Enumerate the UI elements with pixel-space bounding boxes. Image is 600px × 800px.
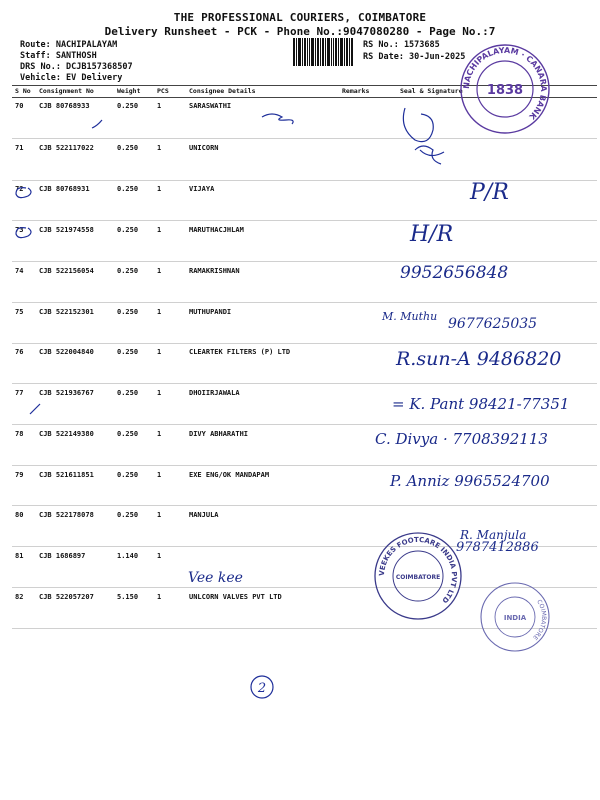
- cell-sno: 79: [15, 471, 24, 479]
- tick-mark: [92, 120, 102, 128]
- phone-r81: 9787412886: [456, 540, 539, 555]
- cell-consignment: CJB 521611851: [39, 471, 94, 479]
- cell-sno: 70: [15, 102, 24, 110]
- cell-weight: 0.250: [117, 185, 139, 193]
- col-remarks: Remarks: [342, 87, 370, 95]
- cell-pcs: 1: [157, 308, 162, 316]
- scribble-signature: [403, 108, 444, 156]
- svg-text:INDIA: INDIA: [503, 614, 527, 622]
- signature-r76: R.sun-A 9486820: [396, 348, 562, 370]
- cell-weight: 0.250: [117, 511, 139, 519]
- cell-sno: 80: [15, 511, 24, 519]
- signature-r72: P/R: [470, 180, 509, 205]
- cell-consignee: DHOIIRJAWALA: [189, 389, 240, 397]
- cell-weight: 0.250: [117, 471, 139, 479]
- cell-consignee: VIJAYA: [189, 185, 215, 193]
- drs-label: DRS No.: DCJB157368507: [20, 62, 133, 72]
- cell-weight: 0.250: [117, 430, 139, 438]
- cell-consignee: MANJULA: [189, 511, 219, 519]
- cell-consignee: DIVY ABHARATHI: [189, 430, 249, 438]
- cell-pcs: 1: [157, 348, 162, 356]
- cell-pcs: 1: [157, 226, 162, 234]
- cell-consignee: SARASWATHI: [189, 102, 232, 110]
- runsheet-subtitle: Delivery Runsheet - PCK - Phone No.:9047080280 - Page No.:7: [104, 25, 496, 38]
- cell-pcs: 1: [157, 593, 162, 601]
- cell-sno: 77: [15, 389, 24, 397]
- rs-number: RS No.: 1573685: [363, 40, 440, 50]
- cell-consignment: CJB 522149380: [39, 430, 94, 438]
- staff-label: Staff: SANTHOSH: [20, 51, 97, 61]
- cell-sno: 72: [15, 185, 24, 193]
- col-pcs: PCS: [157, 87, 169, 95]
- cell-sno: 75: [15, 308, 24, 316]
- cell-weight: 5.150: [117, 593, 139, 601]
- circle-mark: [16, 188, 31, 198]
- cell-pcs: 1: [157, 102, 162, 110]
- cell-consignment: CJB 522004840: [39, 348, 94, 356]
- col-weight: Weight: [117, 87, 141, 95]
- canara-bank-stamp: [458, 42, 552, 136]
- cell-sno: 78: [15, 430, 24, 438]
- cell-weight: 0.250: [117, 267, 139, 275]
- cell-pcs: 1: [157, 471, 162, 479]
- cell-sno: 82: [15, 593, 24, 601]
- cell-consignment: CJB 1686897: [39, 552, 86, 560]
- rs-date: RS Date: 30-Jun-2025: [363, 52, 466, 62]
- name-r81: R. Manjula: [460, 528, 527, 542]
- cell-pcs: 1: [157, 511, 162, 519]
- cell-weight: 0.250: [117, 102, 139, 110]
- veekes-footcare-stamp: [372, 530, 464, 622]
- svg-text:2: 2: [257, 681, 267, 696]
- route-label: Route: NACHIPALAYAM: [20, 40, 118, 50]
- cell-sno: 74: [15, 267, 24, 275]
- phone-r74: 9952656848: [400, 263, 509, 283]
- cell-pcs: 1: [157, 144, 162, 152]
- cell-consignee: MUTHUPANDI: [189, 308, 232, 316]
- cell-weight: 0.250: [117, 144, 139, 152]
- name-r75: M. Muthu: [382, 310, 438, 323]
- svg-text:1838: 1838: [486, 83, 524, 98]
- cell-weight: 0.250: [117, 308, 139, 316]
- cell-pcs: 1: [157, 185, 162, 193]
- tick-mark: [30, 404, 40, 414]
- cell-consignee: CLEARTEK FILTERS (P) LTD: [189, 348, 291, 356]
- phone-r75: 9677625035: [448, 316, 538, 332]
- signature-r79: P. Anniz 9965524700: [390, 472, 550, 490]
- cell-consignment: CJB 521974558: [39, 226, 94, 234]
- remark-r81: Vee kee: [188, 570, 243, 586]
- company-title: THE PROFESSIONAL COURIERS, COIMBATORE: [173, 11, 427, 24]
- col-sno: S No: [15, 87, 31, 95]
- cell-consignee: UNICORN: [189, 144, 219, 152]
- vehicle-label: Vehicle: EV Delivery: [20, 73, 123, 83]
- cell-consignment: CJB 80768931: [39, 185, 90, 193]
- cell-pcs: 1: [157, 430, 162, 438]
- cell-pcs: 1: [157, 267, 162, 275]
- cell-sno: 73: [15, 226, 24, 234]
- cell-consignee: MARUTHACJHLAM: [189, 226, 244, 234]
- cell-sno: 81: [15, 552, 24, 560]
- svg-text:VEEKES FOOTCARE INDIA PVT LTD: VEEKES FOOTCARE INDIA PVT LTD: [377, 535, 459, 605]
- scribble-signature: [262, 114, 293, 124]
- cell-weight: 0.250: [117, 389, 139, 397]
- signature-r77: = K. Pant 98421-77351: [392, 395, 570, 413]
- signature-r73: H/R: [410, 222, 454, 247]
- cell-consignment: CJB 522117022: [39, 144, 94, 152]
- page-mark-circle: [248, 673, 276, 701]
- cell-consignee: RAMAKRISHNAN: [189, 267, 240, 275]
- india-stamp: [478, 580, 552, 654]
- cell-consignment: CJB 521936767: [39, 389, 94, 397]
- cell-consignee: EXE ENG/OK MANDAPAM: [189, 471, 270, 479]
- signature-r78: C. Divya · 7708392113: [375, 430, 548, 448]
- cell-weight: 0.250: [117, 226, 139, 234]
- cell-sno: 76: [15, 348, 24, 356]
- svg-text:NACHIPALAYAM · CANARA BANK: NACHIPALAYAM · CANARA BANK: [461, 45, 549, 122]
- cell-consignment: CJB 522152301: [39, 308, 94, 316]
- col-seal: Seal & Signature: [400, 87, 463, 95]
- svg-text:COIMBATORE: COIMBATORE: [395, 574, 441, 581]
- svg-text:COIMBATORE: COIMBATORE: [531, 598, 548, 642]
- circle-mark: [16, 228, 31, 238]
- cell-consignment: CJB 80768933: [39, 102, 90, 110]
- cell-consignment: CJB 522057207: [39, 593, 94, 601]
- cell-pcs: 1: [157, 389, 162, 397]
- cell-weight: 1.140: [117, 552, 139, 560]
- cell-consignment: CJB 522178078: [39, 511, 94, 519]
- col-consignment: Consignment No: [39, 87, 94, 95]
- cell-consignment: CJB 522156054: [39, 267, 94, 275]
- cell-weight: 0.250: [117, 348, 139, 356]
- col-details: Consignee Details: [189, 87, 256, 95]
- cell-consignee: UNLCORN VALVES PVT LTD: [189, 593, 282, 601]
- cell-pcs: 1: [157, 552, 162, 560]
- cell-sno: 71: [15, 144, 24, 152]
